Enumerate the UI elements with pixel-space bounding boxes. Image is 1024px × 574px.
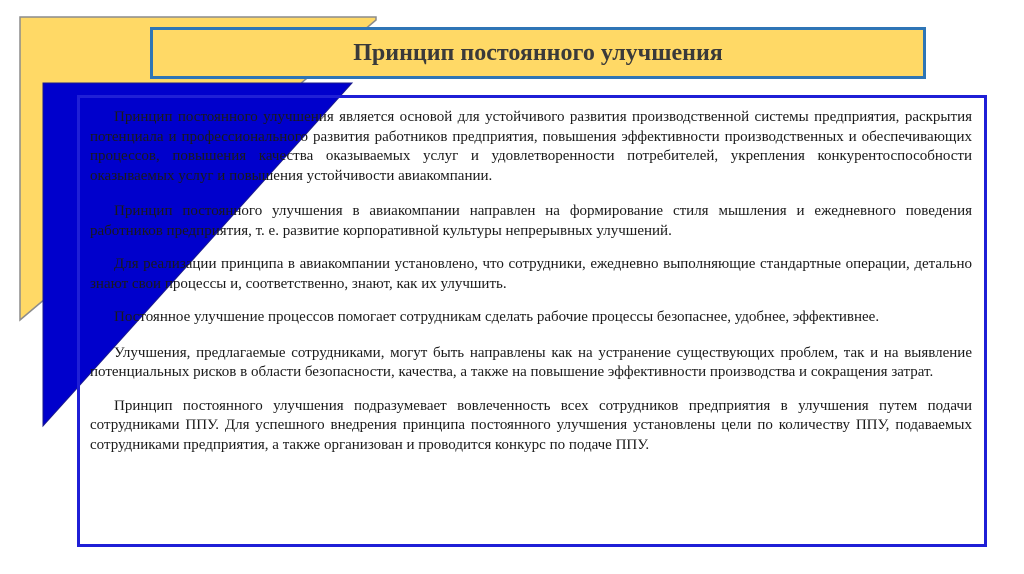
page-title: Принцип постоянного улучшения	[353, 39, 723, 66]
paragraph-4: Постоянное улучшение процессов помогает сотрудникам сделать рабочие процессы безопаснее, удобнее, эффективнее.	[114, 309, 880, 325]
paragraph-6: Принцип постоянного улучшения подразумевает вовлеченность всех сотрудников предприятия в улучшения путем подачи сотрудниками ППУ. Для успешного внедрения принципа постоянного улучшения установлены цели по количеству ППУ, подаваемых сотрудниками предприятия, а также организован и проводится конкурс по подаче ППУ.	[90, 397, 972, 453]
paragraph-5: Улучшения, предлагаемые сотрудниками, могут быть направлены как на устранение существующих проблем, так и на выявление потенциальных рисков в области безопасности, качества, а также на повышение эффективности производства и сокращения затрат.	[90, 344, 972, 380]
title-banner	[150, 27, 926, 79]
paragraph-2: Принцип постоянного улучшения в авиакомпании направлен на формирование стиля мышления и ежедневного поведения работников предприятия, т. е. развитие корпоративной культуры непрерывных улучшений.	[90, 203, 972, 239]
content-panel	[77, 95, 987, 547]
paragraph-3: Для реализации принципа в авиакомпании установлено, что сотрудники, ежедневно выполняющие стандартные операции, детально знают свои процессы и, соответственно, знают, как их улучшить.	[90, 256, 972, 292]
paragraph-1: Принцип постоянного улучшения является основой для устойчивого развития производственной системы предприятия, раскрытия потенциала и профессионального развития работников предприятия, повышения эффективности производственных и обеспечивающих процессов, повышения качества оказываемых услуг и удовлетворенности потребителей, укрепления конкурентоспособности оказываемых услуг и повышения устойчивости авиакомпании.	[90, 109, 972, 184]
